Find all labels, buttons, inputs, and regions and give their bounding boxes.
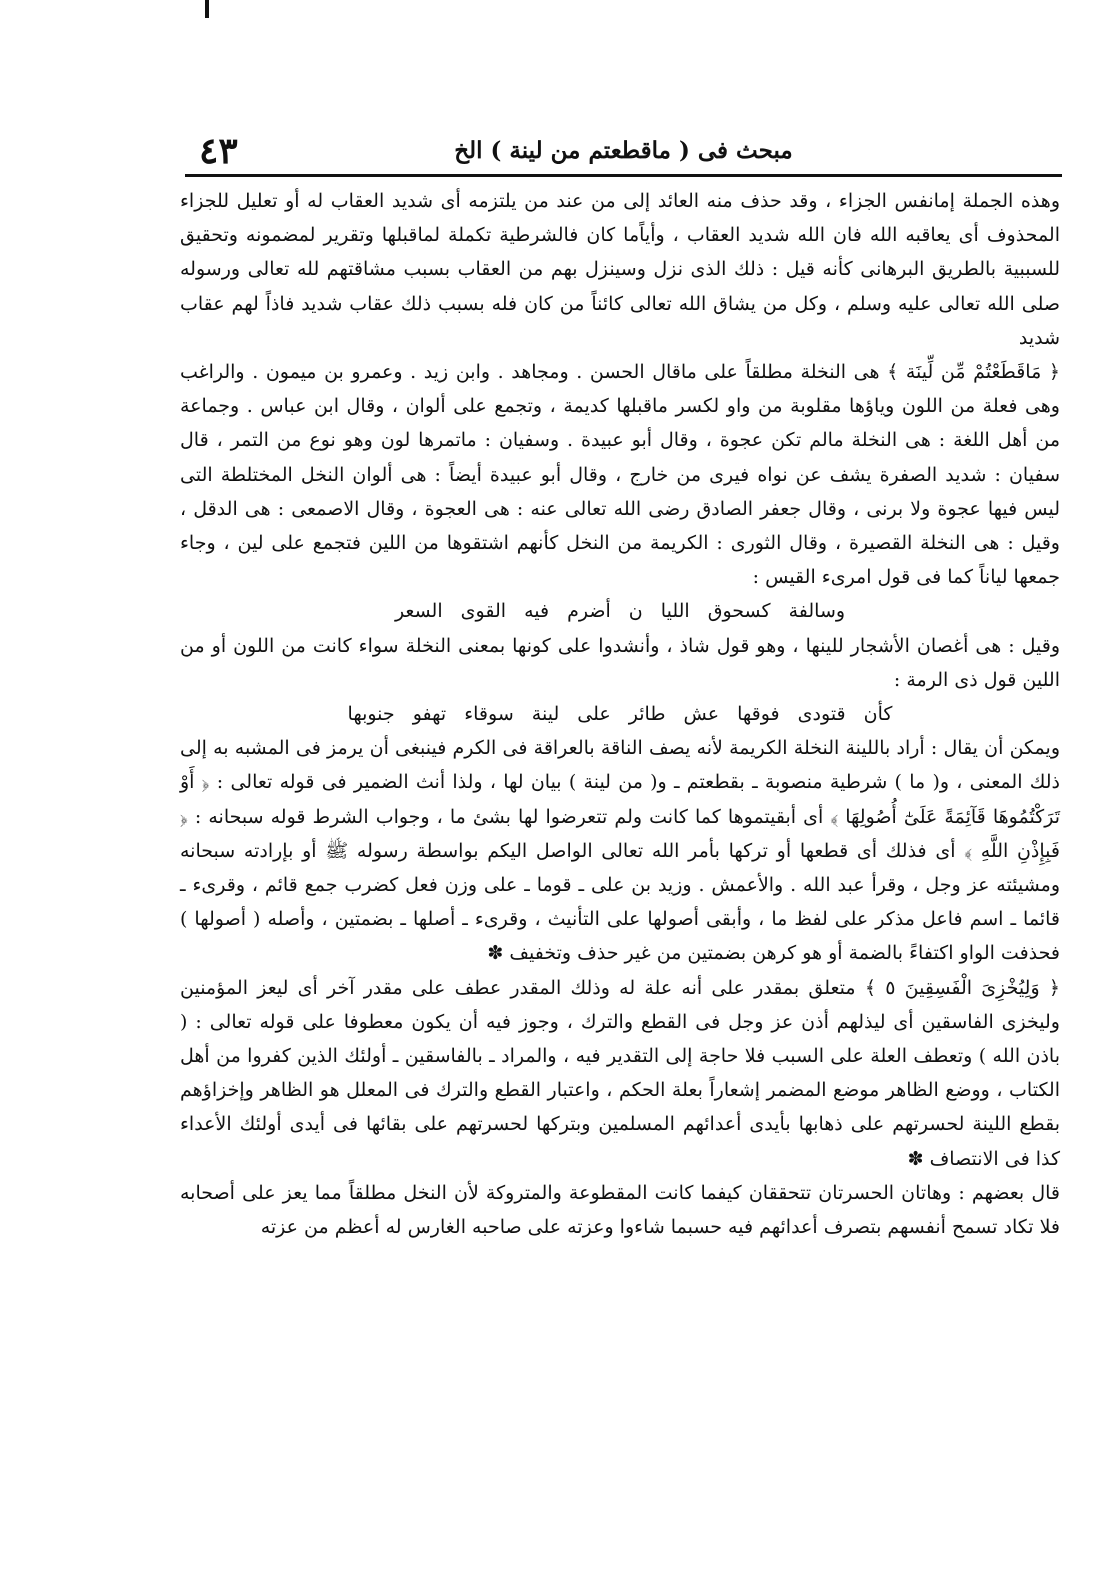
paragraph: ويمكن أن يقال : أراد باللينة النخلة الكريمة لأنه يصف الناقة بالعراقة فى الكرم فينبغى أن يرمز فى المشبه به إلى ذلك المعنى ، و( ما ) شرطية منصوبة ـ بقطعتم ـ و( من لينة ) بيان لها ، ولذا أنث الضمير فى قوله تعالى : ﴿ أَوْ تَرَكْتُمُوهَا قَآئِمَةً عَلَىٰٓ أُصُولِهَا ﴾ أى أبقيتموها كما كانت ولم تتعرضوا لها بشئ ما ، وجواب الشرط قوله سبحانه : ﴿ فَبِإِذْنِ اللَّهِ ﴾ أى فذلك أى قطعها أو تركها بأمر الله تعالى الواصل اليكم بواسطة رسوله ﷺ أو بإرادته سبحانه ومشيئته عز وجل ، وقرأ عبد الله . والأعمش . وزيد بن على ـ قوما ـ على وزن فعل كضرب جمع قائم ، وقرىء ـ قائما ـ اسم فاعل مذكر على لفظ ما ، وأبقى أصولها على التأنيث ، وقرىء ـ أصلها ـ بضمتين ، وأصله ( أصولها ) فحذفت الواو اكتفاءً بالضمة أو هو كرهن بضمتين من غير حذف وتخفيف ✽: [180, 737, 1060, 965]
text-body: [180, 184, 1060, 1244]
header-rule: [185, 174, 1062, 177]
paragraph: ﴿ وَلِيُخْزِىَ الْفَسِقِينَ ٥ ﴾ متعلق بمقدر على أنه علة له وذلك المقدر عطف على مقدر آخر أى ليعز المؤمنين وليخزى الفاسقين أى ليذلهم أذن عز وجل فى القطع والترك ، وجوز فيه أن يكون معطوفا على قوله تعالى : ( باذن الله ) وتعطف العلة على السبب فلا حاجة إلى التقدير فيه ، والمراد ـ بالفاسقين ـ أولئك الذين كفروا من أهل الكتاب ، ووضع الظاهر موضع المضمر إشعاراً بعلة الحكم ، واعتبار القطع والترك فى المعلل هو الظاهر وإخزاؤهم بقطع اللينة لحسرتهم على ذهابها بأيدى أعدائهم المسلمين وبتركها لحسرتهم على بقائها فى أيدى أولئك الأعداء كذا فى الانتصاف ✽: [180, 976, 1060, 1170]
paragraph: ﴿ مَاقَطَعْتُمْ مِّن لِّينَة ﴾ هى النخلة مطلقاً على ماقال الحسن . ومجاهد . وابن زيد . وعمرو بن ميمون . والراغب وهى فعلة من اللون وياؤها مقلوبة من واو لكسر ماقبلها كديمة ، وتجمع على ألوان ، وقال ابن عباس . وجماعة من أهل اللغة : هى النخلة مالم تكن عجوة ، وقال أبو عبيدة . وسفيان : ماتمرها لون وهو نوع من التمر ، قال سفيان : شديد الصفرة يشف عن نواه فيرى من خارج ، وقال أبو عبيدة أيضاً : هى ألوان النخل المختلطة التى ليس فيها عجوة ولا برنى ، وقال جعفر الصادق رضى الله تعالى عنه : هى العجوة ، وقال الاصمعى : هى الدقل ، وقيل : هى النخلة القصيرة ، وقال الثورى : الكريمة من النخل كأنهم اشتقوها من اللين فتجمع على لين ، وجاء جمعها لياناً كما فى قول امرىء القيس :: [180, 361, 1060, 589]
paragraph: وهذه الجملة إمانفس الجزاء ، وقد حذف منه العائد إلى من عند من يلتزمه أى شديد العقاب له أو تعليل للجزاء المحذوف أى يعاقبه الله فان الله شديد العقاب ، وأياًما كان فالشرطية تكملة لماقبلها وتقرير لمضمونه وتحقيق للسببية بالطريق البرهانى كأنه قيل : ذلك الذى نزل وسينزل بهم من العقاب بسبب مشاقتهم لله تعالى ورسوله صلى الله تعالى عليه وسلم ، وكل من يشاق الله تعالى كائناً من كان فله بسبب ذلك عقاب شديد فاذاً لهم عقاب شديد: [180, 190, 1060, 349]
running-head: مبحث فى ( ماقطعتم من لينة ) الخ: [454, 137, 793, 164]
verse-line: كأن قتودى فوقها عش طائر على لينة سوقاء تهفو جنوبها: [347, 703, 893, 726]
scan-mark: [205, 0, 209, 18]
verse-line: وسالفة كسحوق الليا ن أضرم فيه القوى السعر: [394, 600, 846, 623]
paragraph: قال بعضهم : وهاتان الحسرتان تتحققان كيفما كانت المقطوعة والمتروكة لأن النخل مطلقاً مما يعز على أصحابه فلا تكاد تسمح أنفسهم بتصرف أعدائهم فيه حسبما شاءوا وعزته على صاحبه الغارس له أعظم من عزته: [180, 1181, 1060, 1239]
page-header: [185, 128, 1062, 174]
page-number: ٤٣: [199, 130, 238, 172]
paragraph: وقيل : هى أغصان الأشجار للينها ، وهو قول شاذ ، وأنشدوا على كونها بمعنى النخلة سواء كانت من اللون أو من اللين قول ذى الرمة :: [180, 634, 1060, 691]
